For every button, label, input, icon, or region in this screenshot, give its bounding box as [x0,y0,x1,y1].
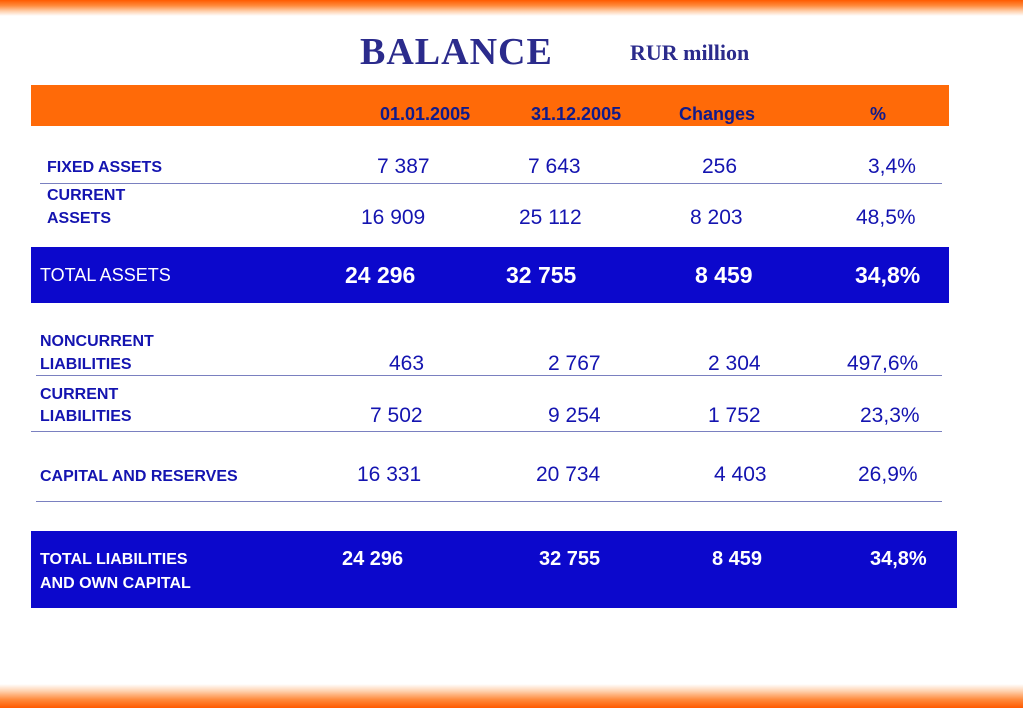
header-changes: Changes [679,104,756,124]
total-assets-end: 32 755 [506,262,577,288]
current-liabilities-end: 9 254 [548,404,601,427]
top-gradient-band [0,0,1023,16]
bottom-gradient-band [0,684,1023,708]
total-liabilities-percent: 34,8% [870,548,927,570]
fixed-assets-end: 7 643 [528,155,581,178]
row-label-noncurrent-liabilities-line1: NONCURRENT [40,333,154,350]
total-assets-percent: 34,8% [855,262,921,288]
page-title: BALANCE [360,31,553,73]
row-divider [36,501,942,502]
total-liabilities-end: 32 755 [539,548,601,570]
row-label-current-assets-line2: ASSETS [47,210,112,227]
noncurrent-liabilities-start: 463 [389,352,425,375]
total-liabilities-change: 8 459 [712,548,763,570]
current-liabilities-percent: 23,3% [860,404,920,427]
row-label-total-assets: TOTAL ASSETS [40,265,171,285]
row-divider [40,183,942,184]
capital-reserves-percent: 26,9% [858,463,918,486]
row-label-total-liabilities-line2: AND OWN CAPITAL [40,575,191,592]
capital-reserves-start: 16 331 [357,463,422,486]
noncurrent-liabilities-change: 2 304 [708,352,761,375]
row-label-current-liabilities-line1: CURRENT [40,386,119,403]
total-assets-change: 8 459 [695,262,753,288]
capital-reserves-end: 20 734 [536,463,601,486]
fixed-assets-start: 7 387 [377,155,430,178]
current-assets-percent: 48,5% [856,206,916,229]
row-label-current-liabilities-line2: LIABILITIES [40,408,132,425]
current-assets-start: 16 909 [361,206,426,229]
fixed-assets-change: 256 [702,155,738,178]
total-liabilities-start: 24 296 [342,548,404,570]
header-date-end: 31.12.2005 [531,104,622,124]
row-label-noncurrent-liabilities-line2: LIABILITIES [40,356,132,373]
header-date-start: 01.01.2005 [380,104,471,124]
current-liabilities-start: 7 502 [370,404,423,427]
capital-reserves-change: 4 403 [714,463,767,486]
row-label-fixed-assets: FIXED ASSETS [47,159,162,176]
total-assets-start: 24 296 [345,262,416,288]
row-label-current-assets-line1: CURRENT [47,187,126,204]
row-label-total-liabilities-line1: TOTAL LIABILITIES [40,551,188,568]
current-assets-end: 25 112 [519,206,582,229]
row-label-capital-and-reserves: CAPITAL AND RESERVES [40,468,238,485]
row-divider [36,375,942,376]
table-header-bar [31,85,949,126]
row-divider [31,431,942,432]
header-percent: % [870,104,887,124]
noncurrent-liabilities-end: 2 767 [548,352,601,375]
unit-label: RUR million [630,40,750,65]
noncurrent-liabilities-percent: 497,6% [847,352,919,375]
fixed-assets-percent: 3,4% [868,155,916,178]
current-liabilities-change: 1 752 [708,404,761,427]
current-assets-change: 8 203 [690,206,743,229]
